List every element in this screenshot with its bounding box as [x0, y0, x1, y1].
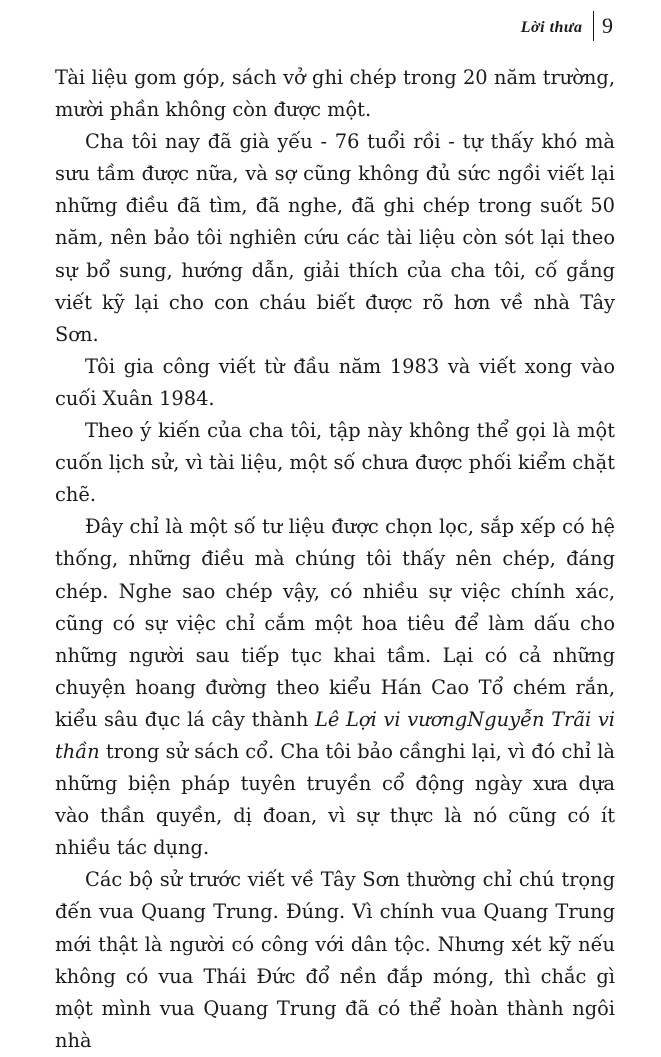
paragraph-5-text-b: trong sử sách cổ. Cha tôi bảo cầnghi lại, vì đó chỉ là những biện pháp tuyên truyền cổ động ngày xưa dựa vào thần quyền, dị đoan, vì sự thực là nó cũng có ít nhiều tác dụng. — [55, 739, 615, 860]
paragraph-5-italic: Lê Lợi vi vươngNguyễn Trãi vi thần — [55, 707, 615, 763]
header-divider — [593, 11, 595, 41]
page-header — [521, 8, 613, 44]
running-title: Lời thưa — [520, 19, 583, 36]
paragraph-6: Các bộ sử trước viết về Tây Sơn thường chỉ chú trọng đến vua Quang Trung. Đúng. Vì chính vua Quang Trung mới thật là người có công với dân tộc. Nhưng xét kỹ nếu không có vua Thái Đức đổ nền đắp móng, thì chắc gì một mình vua Quang Trung đã có thể hoàn thành ngôi nhà — [55, 868, 615, 1052]
paragraph-3: Tôi gia công viết từ đầu năm 1983 và viết xong vào cuối Xuân 1984. — [55, 354, 615, 410]
page-number: 9 — [602, 13, 613, 38]
paragraph-5-text-a: Đây chỉ là một số tư liệu được chọn lọc, sắp xếp có hệ thống, những điều mà chúng tôi thấy nên chép, đáng chép. Nghe sao chép vậy, có nhiều sự việc chính xác, cũng có sự việc chỉ cắm một hoa tiêu để làm dấu cho những người sau tiếp tục khai tầm. Lại có cả những chuyện hoang đường theo kiểu Hán Cao Tổ chém rắn, kiểu sâu đục lá cây thành — [55, 515, 615, 731]
paragraph-1: Tài liệu gom góp, sách vở ghi chép trong 20 năm trường, mười phần không còn được một. — [55, 66, 615, 122]
paragraph-2: Cha tôi nay đã già yếu - 76 tuổi rồi - tự thấy khó mà sưu tầm được nữa, và sợ cũng không đủ sức ngồi viết lại những điều đã tìm, đã nghe, đã ghi chép trong suốt 50 năm, nên bảo tôi nghiên cứu các tài liệu còn sót lại theo sự bổ sung, hướng dẫn, giải thích của cha tôi, cố gắng viết kỹ lại cho con cháu biết được rõ hơn về nhà Tây Sơn. — [55, 130, 615, 346]
paragraph-5 — [55, 511, 615, 864]
body-text — [55, 62, 615, 1057]
paragraph-4: Theo ý kiến của cha tôi, tập này không thể gọi là một cuốn lịch sử, vì tài liệu, một số chưa được phối kiểm chặt chẽ. — [55, 419, 615, 507]
